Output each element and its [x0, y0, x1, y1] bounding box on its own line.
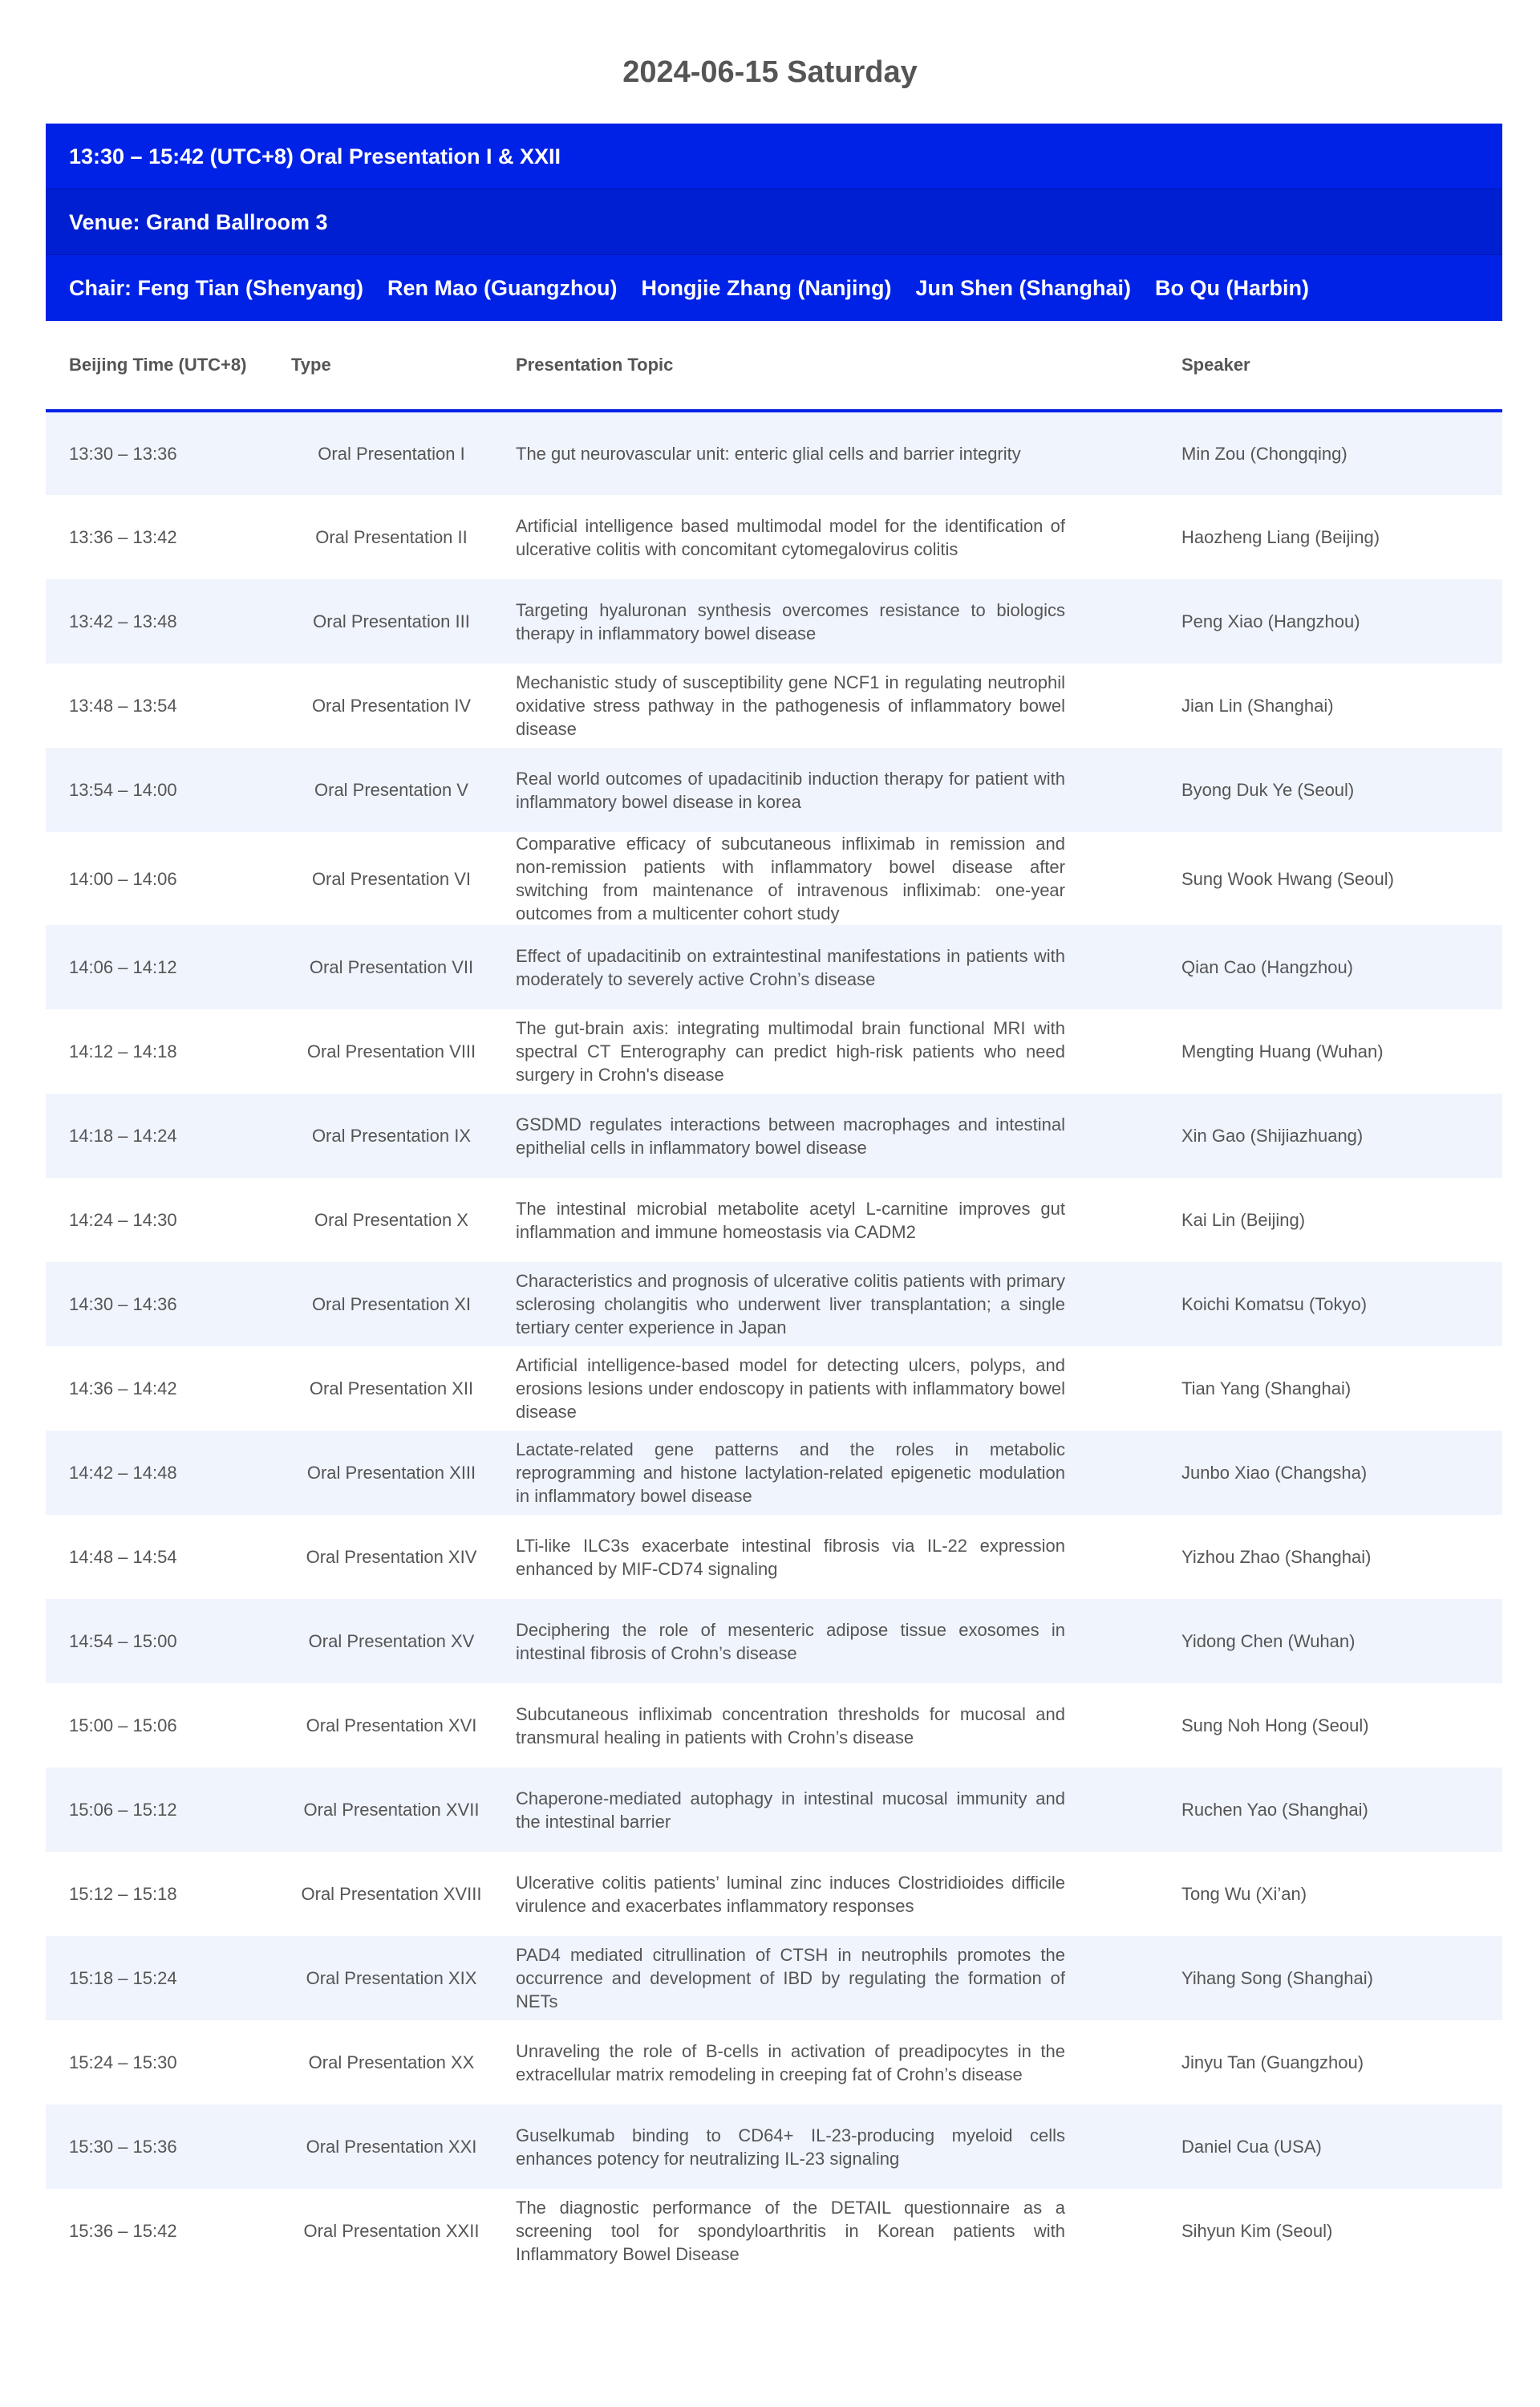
cell-speaker: Min Zou (Chongqing) — [1181, 411, 1502, 495]
cell-type: Oral Presentation XX — [291, 2020, 516, 2105]
cell-speaker: Junbo Xiao (Changsha) — [1181, 1431, 1502, 1515]
table-row — [46, 925, 1502, 1009]
cell-time: 14:06 – 14:12 — [46, 925, 291, 1009]
cell-speaker: Yizhou Zhao (Shanghai) — [1181, 1515, 1502, 1599]
table-row — [46, 1346, 1502, 1431]
cell-speaker: Qian Cao (Hangzhou) — [1181, 925, 1502, 1009]
cell-type: Oral Presentation XII — [291, 1346, 516, 1431]
cell-type: Oral Presentation VIII — [291, 1009, 516, 1094]
cell-speaker: Jian Lin (Shanghai) — [1181, 664, 1502, 748]
cell-type: Oral Presentation XVII — [291, 1768, 516, 1852]
cell-time: 13:30 – 13:36 — [46, 411, 291, 495]
session-block — [46, 124, 1502, 2273]
chair-name: Feng Tian (Shenyang) — [137, 276, 364, 300]
schedule-body — [46, 411, 1502, 2273]
table-row — [46, 579, 1502, 664]
chair-name: Jun Shen (Shanghai) — [915, 276, 1131, 300]
cell-time: 14:42 – 14:48 — [46, 1431, 291, 1515]
cell-topic: Comparative efficacy of subcutaneous infliximab in remission and non-remission patients with inflammatory bowel disease after switching from maintenance of intravenous infliximab: one-year outcomes from a multicenter cohort study — [516, 832, 1181, 925]
header-topic: Presentation Topic — [516, 321, 1181, 411]
cell-time: 13:48 – 13:54 — [46, 664, 291, 748]
cell-speaker: Yidong Chen (Wuhan) — [1181, 1599, 1502, 1683]
cell-time: 14:30 – 14:36 — [46, 1262, 291, 1346]
cell-type: Oral Presentation X — [291, 1178, 516, 1262]
cell-time: 14:00 – 14:06 — [46, 832, 291, 925]
cell-type: Oral Presentation XIII — [291, 1431, 516, 1515]
cell-type: Oral Presentation I — [291, 411, 516, 495]
cell-type: Oral Presentation XV — [291, 1599, 516, 1683]
cell-topic: The gut neurovascular unit: enteric glial cells and barrier integrity — [516, 411, 1181, 495]
cell-time: 13:54 – 14:00 — [46, 748, 291, 832]
cell-type: Oral Presentation VI — [291, 832, 516, 925]
cell-type: Oral Presentation V — [291, 748, 516, 832]
cell-topic: Effect of upadacitinib on extraintestinal manifestations in patients with moderately to severely active Crohn’s disease — [516, 925, 1181, 1009]
cell-topic: Guselkumab binding to CD64+ IL-23-producing myeloid cells enhances potency for neutralizing IL-23 signaling — [516, 2105, 1181, 2189]
cell-speaker: Haozheng Liang (Beijing) — [1181, 495, 1502, 579]
chair-name: Ren Mao (Guangzhou) — [387, 276, 618, 300]
cell-speaker: Koichi Komatsu (Tokyo) — [1181, 1262, 1502, 1346]
cell-speaker: Sihyun Kim (Seoul) — [1181, 2189, 1502, 2273]
cell-time: 14:18 – 14:24 — [46, 1094, 291, 1178]
header-type: Type — [291, 321, 516, 411]
cell-topic: PAD4 mediated citrullination of CTSH in neutrophils promotes the occurrence and development of IBD by regulating the formation of NETs — [516, 1936, 1181, 2020]
table-row — [46, 2105, 1502, 2189]
session-title: 13:30 – 15:42 (UTC+8) Oral Presentation I & XXII — [46, 124, 1502, 189]
cell-type: Oral Presentation VII — [291, 925, 516, 1009]
cell-type: Oral Presentation IV — [291, 664, 516, 748]
table-row — [46, 1599, 1502, 1683]
cell-time: 14:54 – 15:00 — [46, 1599, 291, 1683]
header-time: Beijing Time (UTC+8) — [46, 321, 291, 411]
table-row — [46, 748, 1502, 832]
schedule-table — [46, 321, 1502, 2273]
cell-topic: Lactate-related gene patterns and the roles in metabolic reprogramming and histone lactylation-related epigenetic modulation in inflammatory bowel disease — [516, 1431, 1181, 1515]
cell-topic: Artificial intelligence-based model for detecting ulcers, polyps, and erosions lesions under endoscopy in patients with inflammatory bowel disease — [516, 1346, 1181, 1431]
chair-name: Bo Qu (Harbin) — [1155, 276, 1309, 300]
cell-type: Oral Presentation XIX — [291, 1936, 516, 2020]
cell-type: Oral Presentation IX — [291, 1094, 516, 1178]
table-row — [46, 832, 1502, 925]
cell-topic: The gut-brain axis: integrating multimodal brain functional MRI with spectral CT Enterography can predict high-risk patients who need surgery in Crohn's disease — [516, 1009, 1181, 1094]
table-header-row — [46, 321, 1502, 411]
header-speaker: Speaker — [1181, 321, 1502, 411]
table-row — [46, 1094, 1502, 1178]
cell-speaker: Daniel Cua (USA) — [1181, 2105, 1502, 2189]
cell-time: 15:36 – 15:42 — [46, 2189, 291, 2273]
table-row — [46, 1262, 1502, 1346]
cell-topic: Unraveling the role of B-cells in activation of preadipocytes in the extracellular matrix remodeling in creeping fat of Crohn’s disease — [516, 2020, 1181, 2105]
cell-topic: Ulcerative colitis patients’ luminal zinc induces Clostridioides difficile virulence and exacerbates inflammatory responses — [516, 1852, 1181, 1936]
table-row — [46, 1936, 1502, 2020]
cell-type: Oral Presentation XIV — [291, 1515, 516, 1599]
table-row — [46, 2189, 1502, 2273]
cell-topic: The intestinal microbial metabolite acetyl L-carnitine improves gut inflammation and immune homeostasis via CADM2 — [516, 1178, 1181, 1262]
cell-type: Oral Presentation XVI — [291, 1683, 516, 1768]
cell-time: 13:42 – 13:48 — [46, 579, 291, 664]
cell-topic: Mechanistic study of susceptibility gene NCF1 in regulating neutrophil oxidative stress pathway in the pathogenesis of inflammatory bowel disease — [516, 664, 1181, 748]
cell-type: Oral Presentation III — [291, 579, 516, 664]
cell-time: 14:36 – 14:42 — [46, 1346, 291, 1431]
table-row — [46, 1178, 1502, 1262]
cell-speaker: Byong Duk Ye (Seoul) — [1181, 748, 1502, 832]
page-title: 2024-06-15 Saturday — [622, 55, 918, 89]
cell-topic: Targeting hyaluronan synthesis overcomes resistance to biologics therapy in inflammatory bowel disease — [516, 579, 1181, 664]
cell-speaker: Kai Lin (Beijing) — [1181, 1178, 1502, 1262]
cell-topic: Chaperone-mediated autophagy in intestinal mucosal immunity and the intestinal barrier — [516, 1768, 1181, 1852]
cell-time: 15:12 – 15:18 — [46, 1852, 291, 1936]
cell-time: 14:48 – 14:54 — [46, 1515, 291, 1599]
cell-speaker: Sung Noh Hong (Seoul) — [1181, 1683, 1502, 1768]
table-row — [46, 1768, 1502, 1852]
cell-speaker: Jinyu Tan (Guangzhou) — [1181, 2020, 1502, 2105]
table-row — [46, 2020, 1502, 2105]
cell-type: Oral Presentation XVIII — [291, 1852, 516, 1936]
cell-topic: The diagnostic performance of the DETAIL questionnaire as a screening tool for spondyloarthritis in Korean patients with Inflammatory Bowel Disease — [516, 2189, 1181, 2273]
cell-time: 15:06 – 15:12 — [46, 1768, 291, 1852]
cell-speaker: Xin Gao (Shijiazhuang) — [1181, 1094, 1502, 1178]
cell-time: 13:36 – 13:42 — [46, 495, 291, 579]
cell-topic: GSDMD regulates interactions between macrophages and intestinal epithelial cells in inflammatory bowel disease — [516, 1094, 1181, 1178]
cell-type: Oral Presentation XI — [291, 1262, 516, 1346]
session-chairs — [46, 255, 1502, 321]
table-row — [46, 1683, 1502, 1768]
table-row — [46, 1431, 1502, 1515]
cell-topic: Real world outcomes of upadacitinib induction therapy for patient with inflammatory bowel disease in korea — [516, 748, 1181, 832]
cell-time: 14:24 – 14:30 — [46, 1178, 291, 1262]
cell-speaker: Ruchen Yao (Shanghai) — [1181, 1768, 1502, 1852]
table-row — [46, 495, 1502, 579]
cell-time: 14:12 – 14:18 — [46, 1009, 291, 1094]
chair-name: Hongjie Zhang (Nanjing) — [641, 276, 892, 300]
cell-type: Oral Presentation XXI — [291, 2105, 516, 2189]
cell-speaker: Peng Xiao (Hangzhou) — [1181, 579, 1502, 664]
cell-topic: LTi-like ILC3s exacerbate intestinal fibrosis via IL-22 expression enhanced by MIF-CD74 signaling — [516, 1515, 1181, 1599]
cell-time: 15:24 – 15:30 — [46, 2020, 291, 2105]
cell-time: 15:18 – 15:24 — [46, 1936, 291, 2020]
table-row — [46, 411, 1502, 495]
table-row — [46, 664, 1502, 748]
cell-topic: Artificial intelligence based multimodal model for the identification of ulcerative colitis with concomitant cytomegalovirus colitis — [516, 495, 1181, 579]
session-venue: Venue: Grand Ballroom 3 — [46, 189, 1502, 255]
chair-prefix: Chair: — [69, 276, 138, 300]
cell-topic: Subcutaneous infliximab concentration thresholds for mucosal and transmural healing in patients with Crohn’s disease — [516, 1683, 1181, 1768]
cell-speaker: Mengting Huang (Wuhan) — [1181, 1009, 1502, 1094]
table-row — [46, 1515, 1502, 1599]
cell-topic: Deciphering the role of mesenteric adipose tissue exosomes in intestinal fibrosis of Crohn’s disease — [516, 1599, 1181, 1683]
cell-speaker: Sung Wook Hwang (Seoul) — [1181, 832, 1502, 925]
cell-time: 15:30 – 15:36 — [46, 2105, 291, 2189]
cell-time: 15:00 – 15:06 — [46, 1683, 291, 1768]
cell-speaker: Tian Yang (Shanghai) — [1181, 1346, 1502, 1431]
cell-topic: Characteristics and prognosis of ulcerative colitis patients with primary sclerosing cholangitis who underwent liver transplantation; a single tertiary center experience in Japan — [516, 1262, 1181, 1346]
cell-type: Oral Presentation XXII — [291, 2189, 516, 2273]
table-row — [46, 1852, 1502, 1936]
table-row — [46, 1009, 1502, 1094]
cell-type: Oral Presentation II — [291, 495, 516, 579]
cell-speaker: Tong Wu (Xi’an) — [1181, 1852, 1502, 1936]
cell-speaker: Yihang Song (Shanghai) — [1181, 1936, 1502, 2020]
